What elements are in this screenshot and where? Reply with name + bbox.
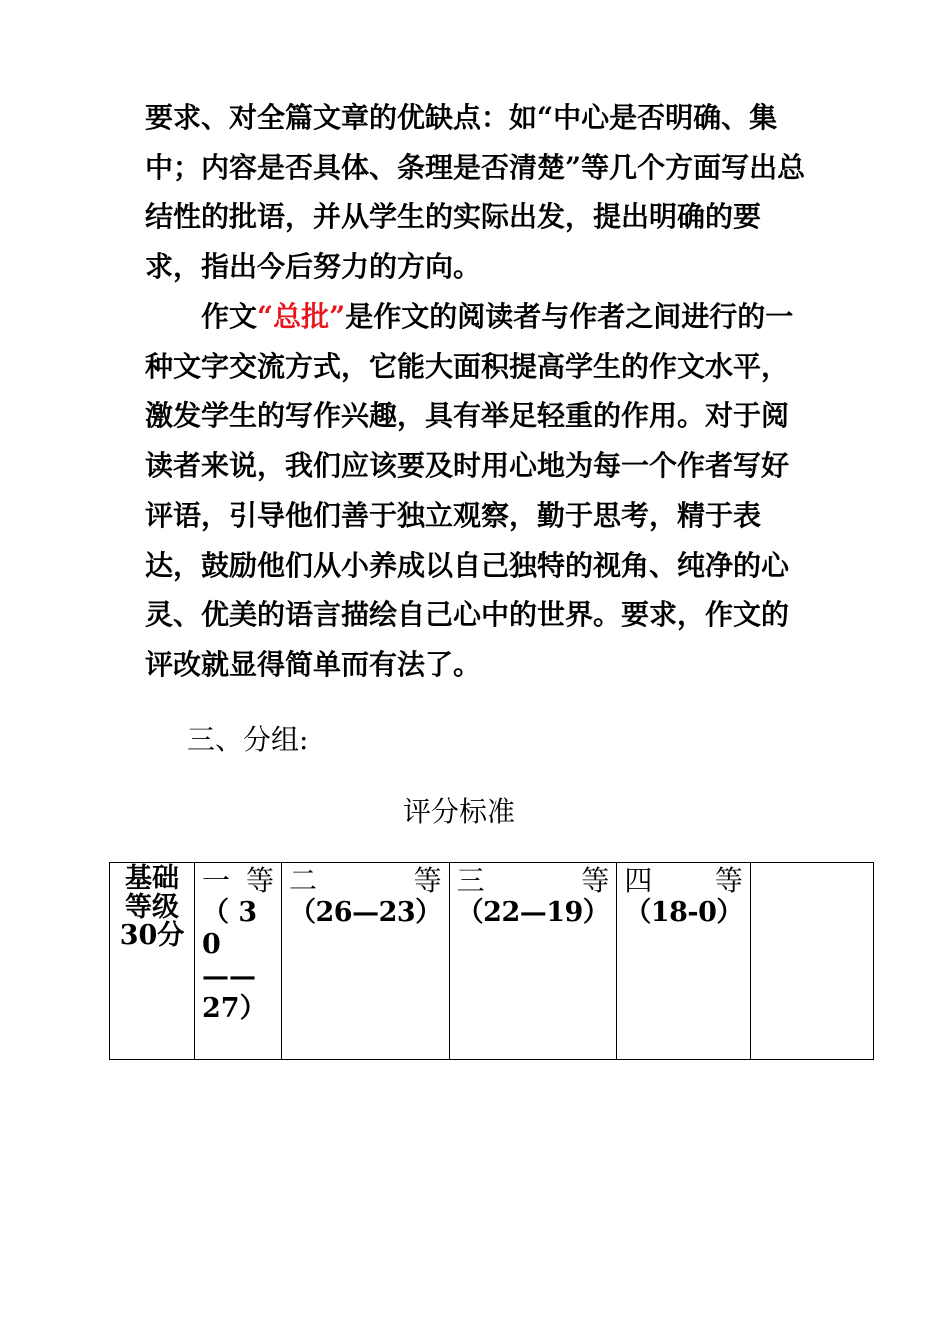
grade-4-num: 四 [624, 864, 653, 897]
grade-2-num: 二 [289, 864, 318, 897]
grade-3-unit: 等 [581, 864, 610, 897]
table-row [110, 863, 874, 1060]
grade-3-range: （22—19） [456, 897, 610, 928]
row-label: 基础等级30分 [119, 863, 185, 951]
grade-4-unit: 等 [714, 864, 743, 897]
grade-2-range: （26—23） [289, 897, 442, 928]
grade-1-range: （ 30——27） [202, 897, 267, 1024]
grade-3-num: 三 [456, 864, 485, 897]
empty-cell [750, 863, 873, 1060]
row-label-cell [110, 863, 195, 1060]
grade-cell-2 [282, 863, 450, 1060]
paragraph-1: 要求、对全篇文章的优缺点：如“中心是否明确、集中；内容是否具体、条理是否清楚”等几个方面写出总结性的批语，并从学生的实际出发，提出明确的要求，指出今后努力的方向。 [145, 101, 806, 284]
grade-cell-3 [449, 863, 617, 1060]
highlight-term: “总批” [257, 300, 346, 333]
section-heading: 三、分组: [187, 723, 309, 756]
grade-4-header [624, 865, 743, 897]
grade-1-unit: 等 [245, 864, 274, 897]
grade-2-header [289, 865, 442, 897]
grade-3-header [457, 865, 610, 897]
grade-2-unit: 等 [413, 864, 442, 897]
grading-table [109, 862, 874, 1060]
grade-cell-4 [617, 863, 751, 1060]
paragraph-2 [145, 292, 810, 690]
grade-4-range: （18-0） [624, 897, 743, 928]
table-caption: 评分标准 [402, 795, 515, 828]
grade-1-header [202, 865, 274, 897]
grade-1-num: 一 [202, 864, 231, 897]
grade-cell-1 [195, 863, 282, 1060]
paragraph-2-body: 是作文的阅读者与作者之间进行的一种文字交流方式，它能大面积提高学生的作文水平，激发学生的写作兴趣，具有举足轻重的作用。对于阅读者来说，我们应该要及时用心地为每一个作者写好评语，引导他们善于独立观察，勤于思考，精于表达，鼓励他们从小养成以自己独特的视角、纯净的心灵、优美的语言描绘自己心中的世界。要求，作文的评改就显得简单而有法了。 [145, 300, 794, 681]
paragraph-2-lead: 作文 [145, 300, 258, 333]
